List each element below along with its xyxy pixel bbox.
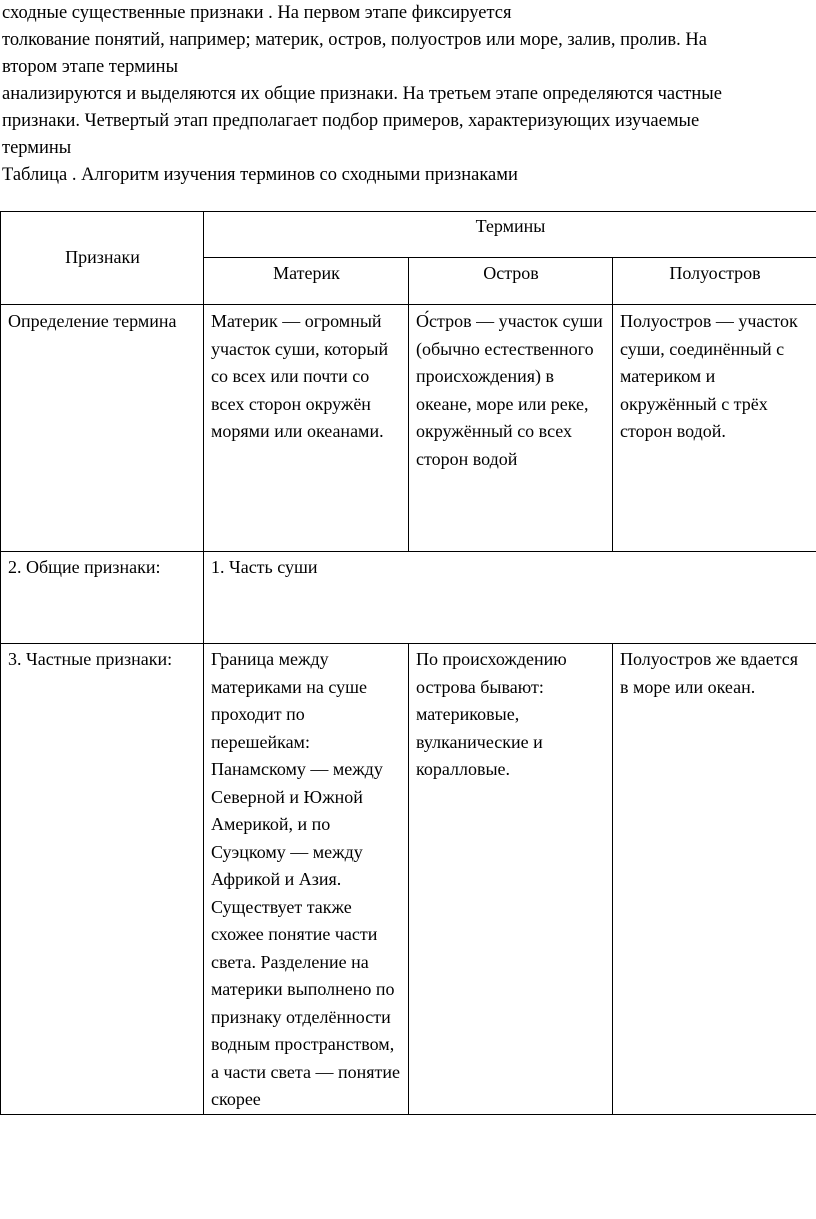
common-features: 1. Часть суши [204, 552, 816, 644]
row-label-common: 2. Общие признаки: [8, 557, 161, 577]
definition-peninsula: Полуостров — участок суши, соединённый с материком и окружённый с трёх сторон водой. [613, 305, 816, 552]
intro-line: признаки. Четвертый этап предполагает подбор примеров, характеризующих изучаемые [2, 111, 700, 131]
table-row-definition [1, 305, 816, 552]
header-attributes: Признаки [1, 212, 204, 305]
intro-line: сходные существенные признаки . На первом этапе фиксируется [2, 3, 512, 23]
definition-continent: Материк — огромный участок суши, который со всех или почти со всех сторон окружён морями или океанами. [204, 305, 409, 552]
definition-island: О́стров — участок суши (обычно естественного происхождения) в океане, море или реке, окружённый со всех сторон водой [409, 305, 613, 552]
table-header-row [1, 212, 816, 258]
header-peninsula: Полуостров [613, 258, 816, 305]
intro-line: анализируются и выделяются их общие признаки. На третьем этапе определяются частные [2, 84, 722, 104]
row-label-common-cell [1, 552, 204, 644]
table-row-special [1, 644, 816, 1115]
header-island: Остров [409, 258, 613, 305]
special-island: По происхождению острова бывают: материковые, вулканические и коралловые. [409, 644, 613, 1115]
table-caption: Таблица . Алгоритм изучения терминов со сходными признаками [2, 165, 518, 185]
terms-table [0, 211, 816, 1115]
row-label-special-cell [1, 644, 204, 1115]
header-terms: Термины [204, 212, 816, 258]
intro-line: втором этапе термины [2, 57, 179, 77]
row-label-special: 3. Частные признаки: [8, 649, 173, 669]
intro-text [2, 0, 816, 189]
row-label-definition: Определение термина [1, 305, 204, 552]
special-continent: Граница между материками на суше проходит по перешейкам: Панамскому — между Северной и Южной Америкой, и по Суэцкому — между Африкой и Азия. Существует также схожее понятие части света. Разделение на материки выполнено по признаку отделённости водным пространством, а части света — понятие скорее [204, 644, 409, 1115]
special-peninsula: Полуостров же вдается в море или океан. [613, 644, 816, 1115]
header-continent: Материк [204, 258, 409, 305]
intro-line: термины [2, 138, 72, 158]
intro-line: толкование понятий, например; материк, остров, полуостров или море, залив, пролив. На [2, 30, 707, 50]
table-row-common [1, 552, 816, 644]
